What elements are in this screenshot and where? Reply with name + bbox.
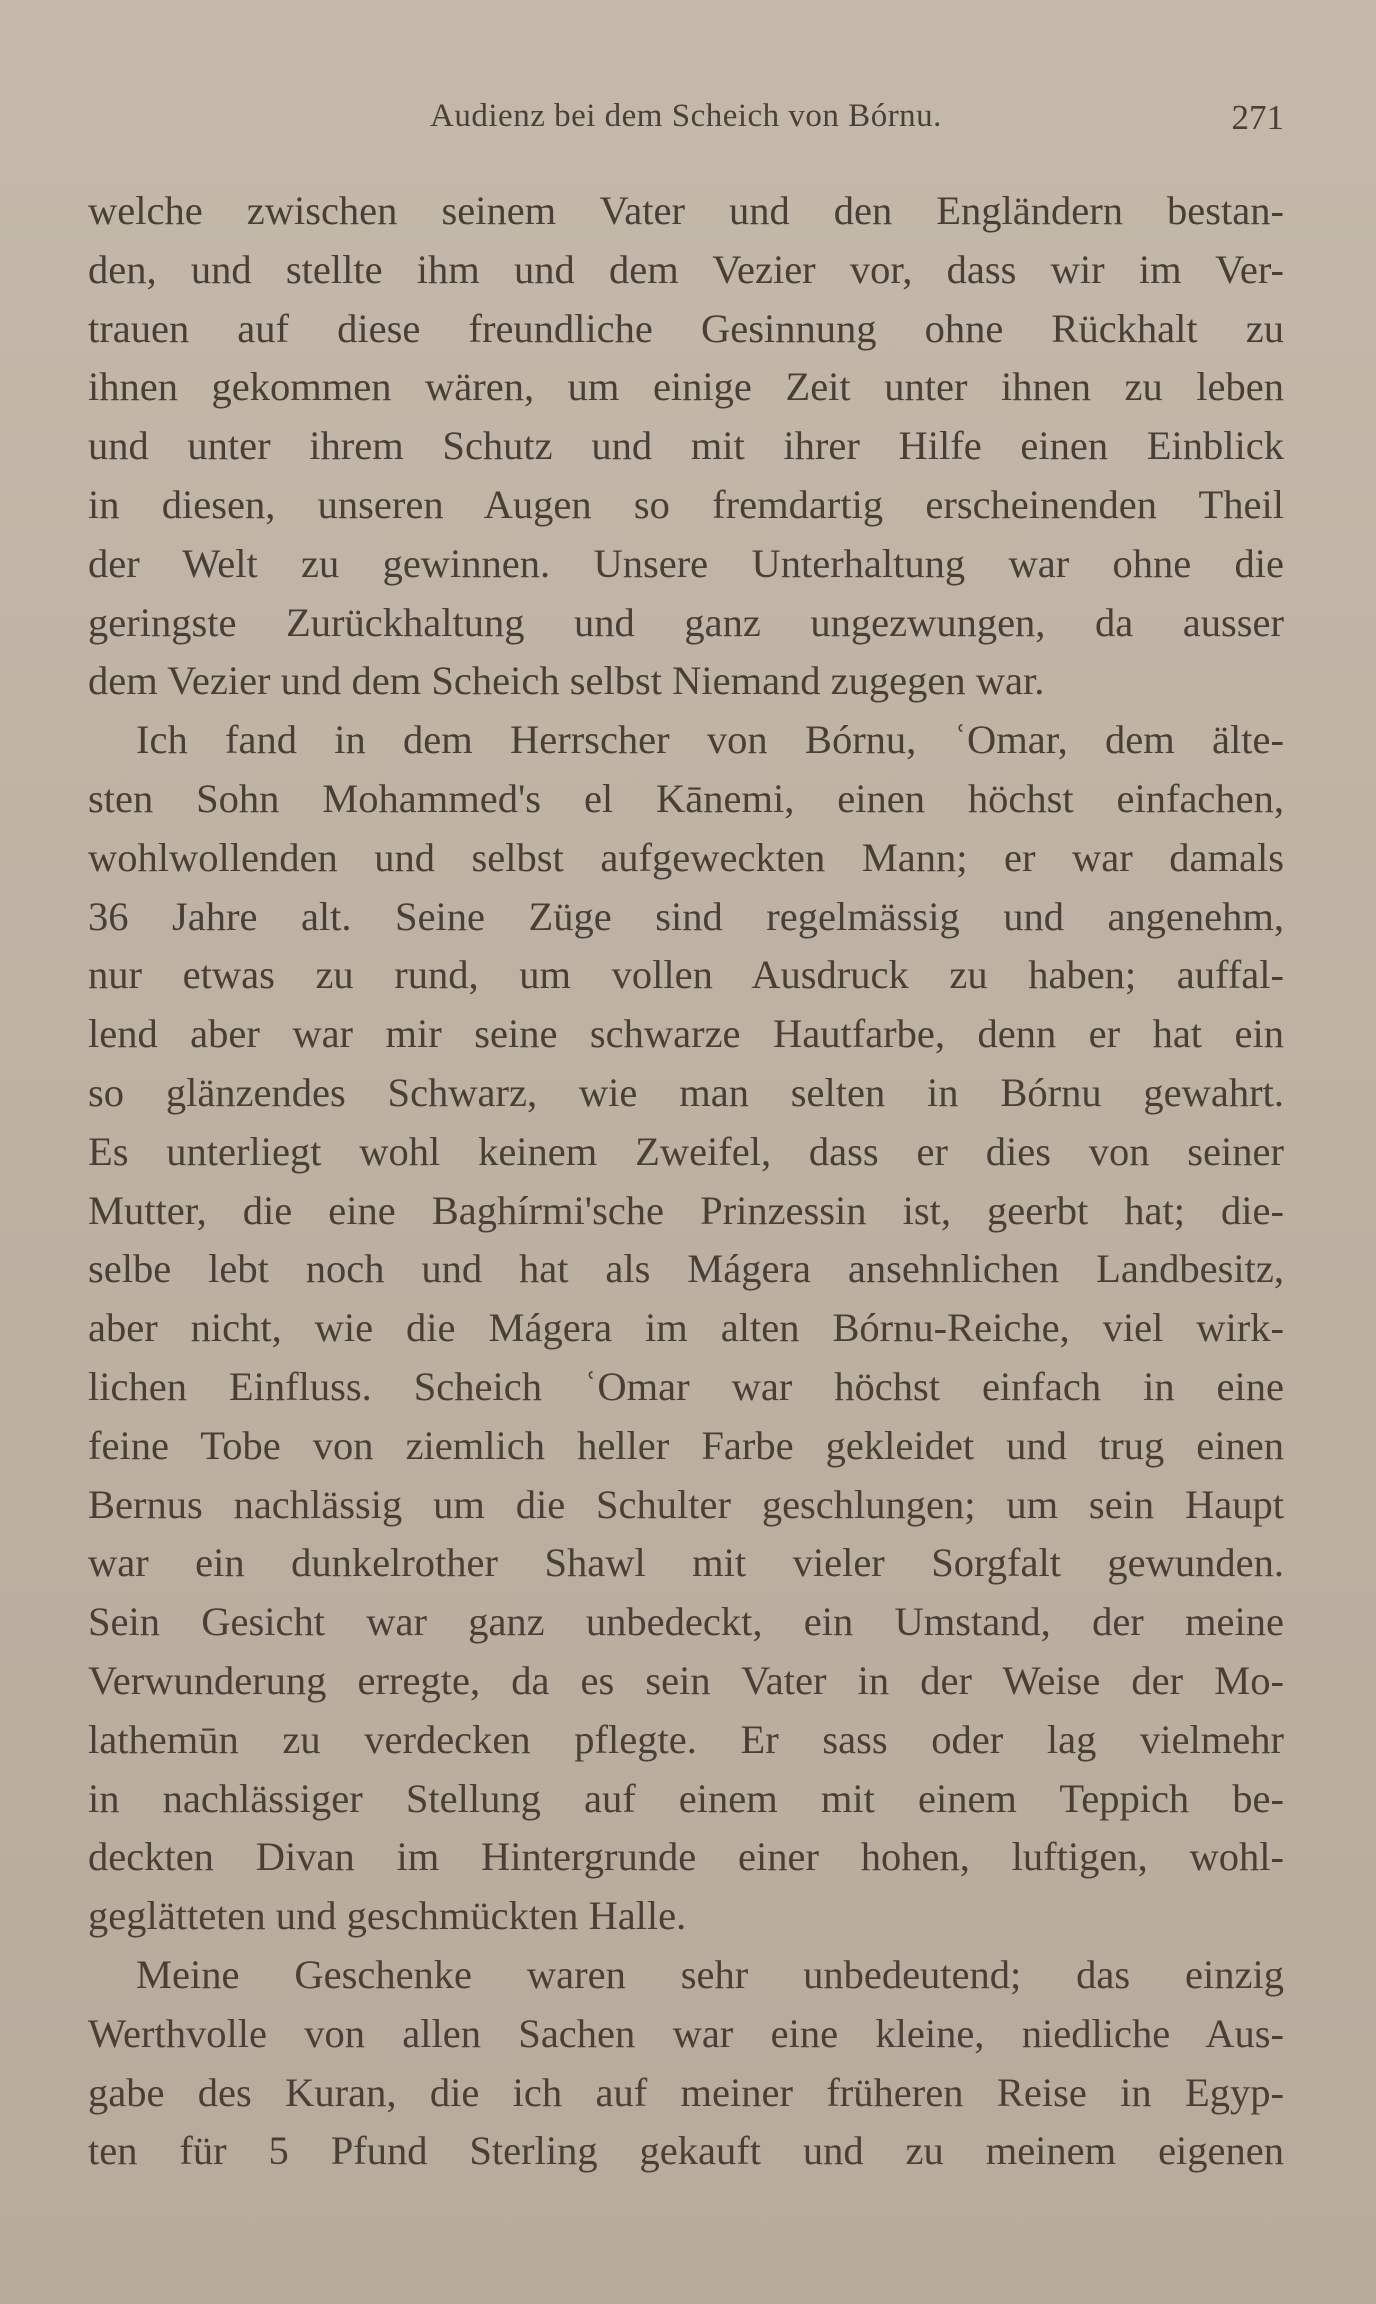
text-line: Ich fand in dem Herrscher von Bórnu, ʿOmar, dem älte- [136,717,1284,763]
text-line: in diesen, unseren Augen so fremdartig erscheinenden Theil [88,481,1284,527]
body-text [88,182,1284,2181]
text-line: lend aber war mir seine schwarze Hautfarbe, denn er hat ein [88,1011,1284,1057]
text-line: ihnen gekommen wären, um einige Zeit unter ihnen zu leben [88,364,1284,410]
text-line: dem Vezier und dem Scheich selbst Niemand zugegen war. [88,658,1045,704]
text-line: wohlwollenden und selbst aufgeweckten Mann; er war damals [88,834,1284,880]
page-number: 271 [1231,98,1284,137]
text-line: aber nicht, wie die Mágera im alten Bórnu-Reiche, viel wirk- [88,1305,1284,1351]
text-line: nur etwas zu rund, um vollen Ausdruck zu haben; auffal- [88,952,1284,998]
running-title: Audienz bei dem Scheich von Bórnu. [430,98,942,134]
text-line: lathemūn zu verdecken pflegte. Er sass oder lag vielmehr [88,1716,1284,1762]
text-line: war ein dunkelrother Shawl mit vieler Sorgfalt gewunden. [88,1540,1284,1586]
text-line: 36 Jahre alt. Seine Züge sind regelmässig und angenehm, [88,893,1284,939]
text-line: in nachlässiger Stellung auf einem mit einem Teppich be- [88,1775,1284,1821]
text-line: lichen Einfluss. Scheich ʿOmar war höchst einfach in eine [88,1363,1284,1409]
running-head [88,98,1284,148]
text-line: Werthvolle von allen Sachen war eine kleine, niedliche Aus- [88,2010,1284,2056]
text-line: ten für 5 Pfund Sterling gekauft und zu meinem eigenen [88,2128,1284,2174]
text-line: sten Sohn Mohammed's el Kānemi, einen höchst einfachen, [88,775,1284,821]
text-line: Es unterliegt wohl keinem Zweifel, dass er dies von seiner [88,1128,1284,1174]
text-line: und unter ihrem Schutz und mit ihrer Hilfe einen Einblick [88,423,1284,469]
text-line: geringste Zurückhaltung und ganz ungezwungen, da ausser [88,599,1284,645]
text-line: so glänzendes Schwarz, wie man selten in Bórnu gewahrt. [88,1069,1284,1115]
text-line: trauen auf diese freundliche Gesinnung ohne Rückhalt zu [88,305,1284,351]
text-line: gabe des Kuran, die ich auf meiner früheren Reise in Egyp- [88,2069,1284,2115]
text-line: geglätteten und geschmückten Halle. [88,1893,687,1939]
text-line: Sein Gesicht war ganz unbedeckt, ein Umstand, der meine [88,1599,1284,1645]
text-line: Verwunderung erregte, da es sein Vater in der Weise der Mo- [88,1657,1284,1703]
text-line: den, und stellte ihm und dem Vezier vor, dass wir im Ver- [88,246,1284,292]
text-line: Bernus nachlässig um die Schulter geschlungen; um sein Haupt [88,1481,1284,1527]
text-line: welche zwischen seinem Vater und den Engländern bestan- [88,188,1284,233]
text-line: deckten Divan im Hintergrunde einer hohen, luftigen, wohl- [88,1834,1284,1880]
text-line: feine Tobe von ziemlich heller Farbe gekleidet und trug einen [88,1422,1284,1468]
text-line: Meine Geschenke waren sehr unbedeutend; das einzig [136,1951,1284,1997]
text-line: selbe lebt noch und hat als Mágera ansehnlichen Landbesitz, [88,1246,1284,1292]
text-line: Mutter, die eine Baghírmi'sche Prinzessin ist, geerbt hat; die- [88,1187,1284,1233]
text-line: der Welt zu gewinnen. Unsere Unterhaltung war ohne die [88,540,1284,586]
